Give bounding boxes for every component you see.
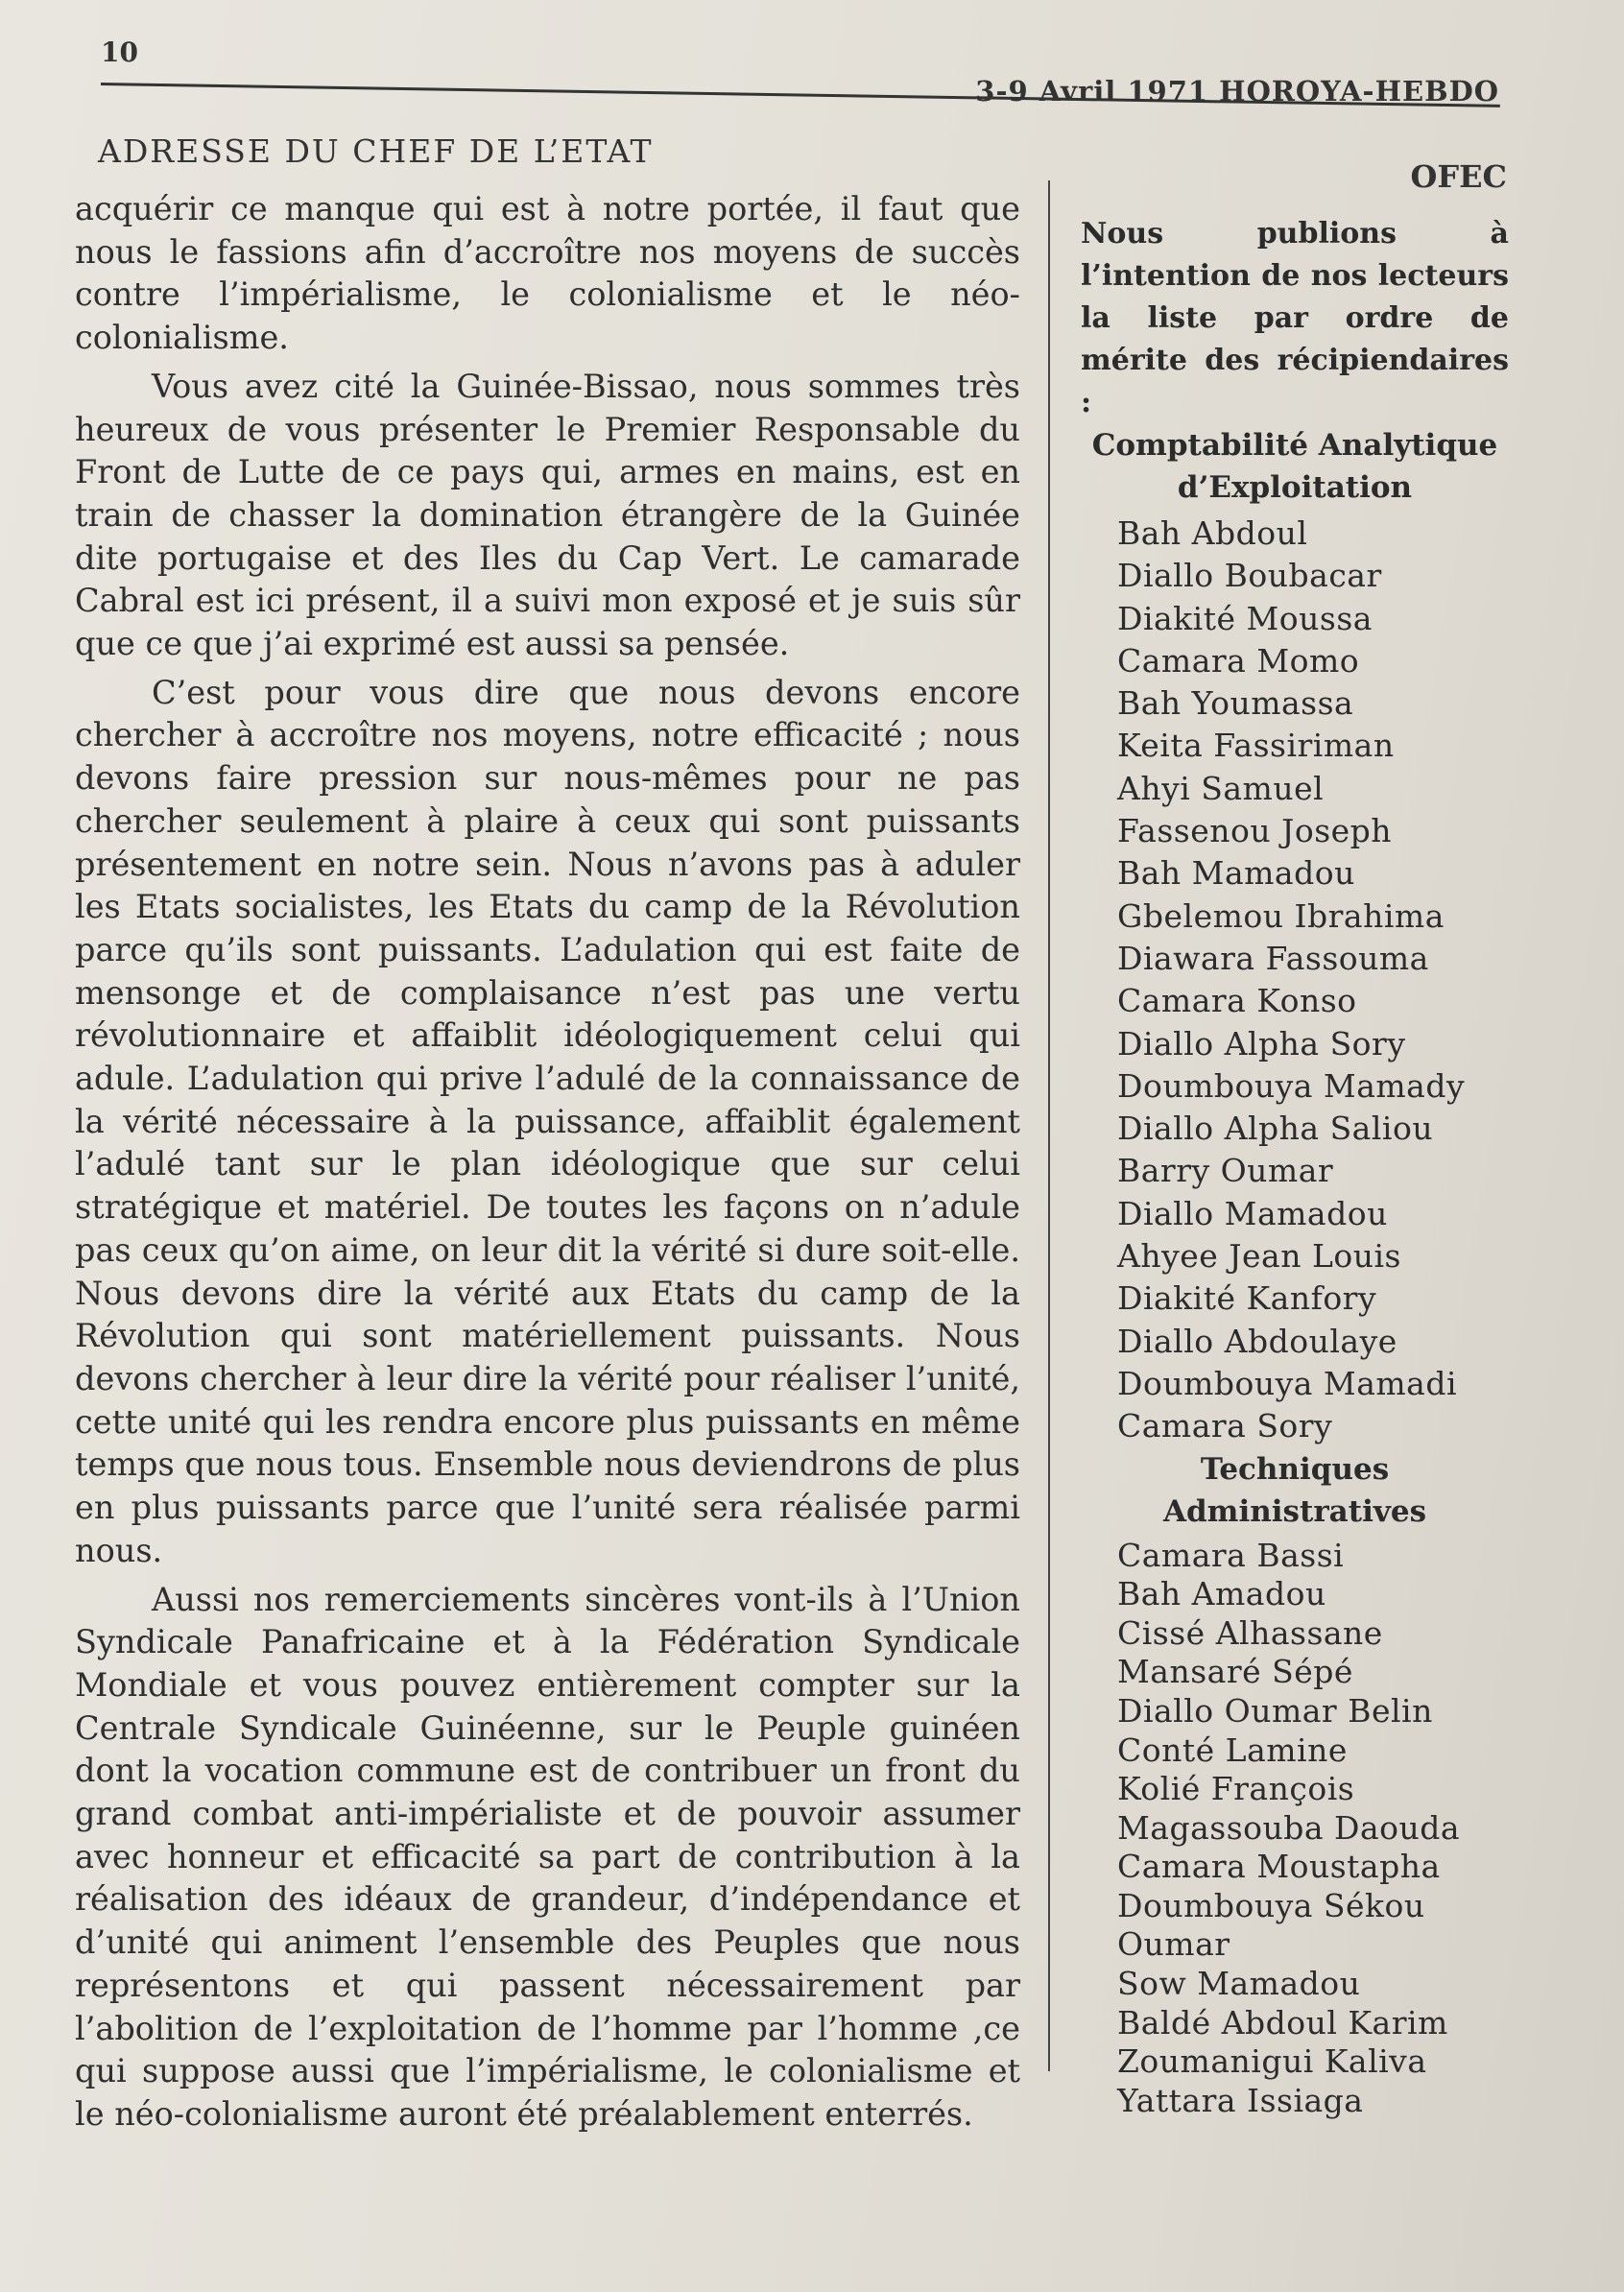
list-item: Doumbouya Mamady: [1117, 1066, 1466, 1105]
list-item: Camara Moustapha: [1117, 1848, 1441, 1886]
list-item: Ahyi Samuel: [1117, 769, 1325, 807]
list-item: Cissé Alhassane: [1117, 1613, 1383, 1652]
article-body: [75, 188, 1020, 2137]
list-item: Camara Sory: [1117, 1407, 1333, 1445]
article-heading: ADRESSE DU CHEF DE L’ETAT: [98, 132, 654, 170]
results-intro: Nous publions à l’intention de nos lecteurs la liste par ordre de mérite des récipiendaires :: [1081, 217, 1509, 419]
article-paragraph: Aussi nos remerciements sincères vont-ils à l’Union Syndicale Panafricaine et à la Fédération Syndicale Mondiale et vous pouvez entièrement compter sur la Centrale Syndicale Guinéenne, sur le Peuple guinéen dont la vocation commune est de contribuer un front du grand combat anti-impérialiste et de pouvoir assumer avec honneur et efficacité sa part de contribution à la réalisation des idéaux de grandeur, d’indépendance et d’unité qui animent l’ensemble des Peuples que nous représentons et qui passent nécessairement par l’abolition de l’exploitation de l’homme par l’homme ,ce qui suppose aussi que l’impérialisme, le colonialisme et le néo-colonialisme auront été préalablement enterrés.: [75, 1580, 1020, 2133]
list-item: Keita Fassiriman: [1117, 727, 1395, 765]
section-title: Techniques Administratives: [1162, 1451, 1427, 1529]
list-item: Baldé Abdoul Karim: [1117, 2003, 1448, 2041]
list-item: Camara Bassi: [1117, 1536, 1345, 1574]
list-item: Bah Youmassa: [1117, 684, 1354, 723]
article-paragraph: Vous avez cité la Guinée-Bissao, nous sommes très heureux de vous présenter le Premier Responsable du Front de Lutte de ce pays qui, armes en mains, est en train de chasser la domination étrangère de la Guinée dite portugaise et des Iles du Cap Vert. Le camarade Cabral est ici présent, il a suivi mon exposé et je suis sûr que ce que j’ai exprimé est aussi sa pensée.: [75, 367, 1020, 663]
list-item: Diakité Kanfory: [1117, 1279, 1377, 1318]
list-item: Diallo Mamadou: [1117, 1194, 1388, 1232]
list-item: Diallo Oumar Belin: [1117, 1691, 1433, 1730]
list-item: Zoumanigui Kaliva: [1117, 2042, 1427, 2081]
list-item: Diallo Alpha Saliou: [1117, 1110, 1434, 1148]
list-item: Diallo Abdoulaye: [1117, 1322, 1397, 1360]
list-item: Bah Mamadou: [1117, 854, 1355, 893]
list-item: Mansaré Sépé: [1117, 1653, 1353, 1691]
section-title: Comptabilité Analytique d’Exploitation: [1091, 428, 1498, 505]
article-paragraph: C’est pour vous dire que nous devons encore chercher à accroître nos moyens, notre efficacité ; nous devons faire pression sur nous-mêmes pour ne pas chercher seulement à plaire à ceux qui sont puissants présentement en notre sein. Nous n’avons pas à aduler les Etats socialistes, les Etats du camp de la Révolution parce qu’ils sont puissants. L’adulation qui est faite de mensonge et de complaisance n’est pas une vertu révolutionnaire et affaiblit idéologiquement celui qui adule. L’adulation qui prive l’adulé de la connaissance de la vérité nécessaire à la puissance, affaiblit également l’adulé tant sur le plan idéologique que sur celui stratégique et matériel. De toutes les façons on n’adule pas ceux qu’on aime, on leur dit la vérité si dure soit-elle. Nous devons dire la vérité aux Etats du camp de la Révolution qui sont matériellement puissants. Nous devons chercher à leur dire la vérité pour réaliser l’unité, cette unité qui les rendra encore plus puissants en même temps que nous tous. Ensemble nous deviendrons de plus en plus puissants parce que l’unité sera réalisée parmi nous.: [75, 673, 1020, 1569]
list-item: Sow Mamadou: [1117, 1965, 1361, 2003]
list-item: Doumbouya Sékou Oumar: [1117, 1886, 1425, 1964]
names-list: [1081, 513, 1509, 1448]
page-number: 10: [101, 36, 138, 68]
list-item: Bah Abdoul: [1117, 514, 1308, 552]
ofec-results: [1081, 213, 1509, 2120]
issue-dateline: 3-9 Avril 1971 HOROYA-HEBDO: [975, 75, 1499, 107]
list-item: Diallo Alpha Sory: [1117, 1024, 1406, 1062]
list-item: Barry Oumar: [1117, 1152, 1334, 1190]
column-divider: [1048, 180, 1050, 2071]
list-item: Magassouba Daouda: [1117, 1808, 1461, 1847]
list-item: Camara Konso: [1117, 982, 1357, 1020]
list-item: Doumbouya Mamadi: [1117, 1364, 1458, 1402]
list-item: Fassenou Joseph: [1117, 812, 1393, 850]
article-paragraph: acquérir ce manque qui est à notre portée, il faut que nous le fassions afin d’accroître nos moyens de succès contre l’impérialisme, le colonialisme et le néo-colonialisme.: [75, 190, 1020, 357]
list-item: Gbelemou Ibrahima: [1117, 896, 1445, 935]
list-item: Diawara Fassouma: [1117, 939, 1429, 977]
list-item: Bah Amadou: [1117, 1575, 1326, 1613]
list-item: Diallo Boubacar: [1117, 557, 1382, 595]
names-list: [1081, 1537, 1509, 2121]
list-item: Diakité Moussa: [1117, 599, 1373, 637]
list-item: Kolié François: [1117, 1770, 1355, 1808]
list-item: Camara Momo: [1117, 641, 1360, 680]
sidebar-heading: OFEC: [1410, 158, 1507, 195]
list-item: Ahyee Jean Louis: [1117, 1237, 1401, 1276]
list-item: Yattara Issiaga: [1117, 2081, 1364, 2119]
list-item: Conté Lamine: [1117, 1731, 1348, 1769]
